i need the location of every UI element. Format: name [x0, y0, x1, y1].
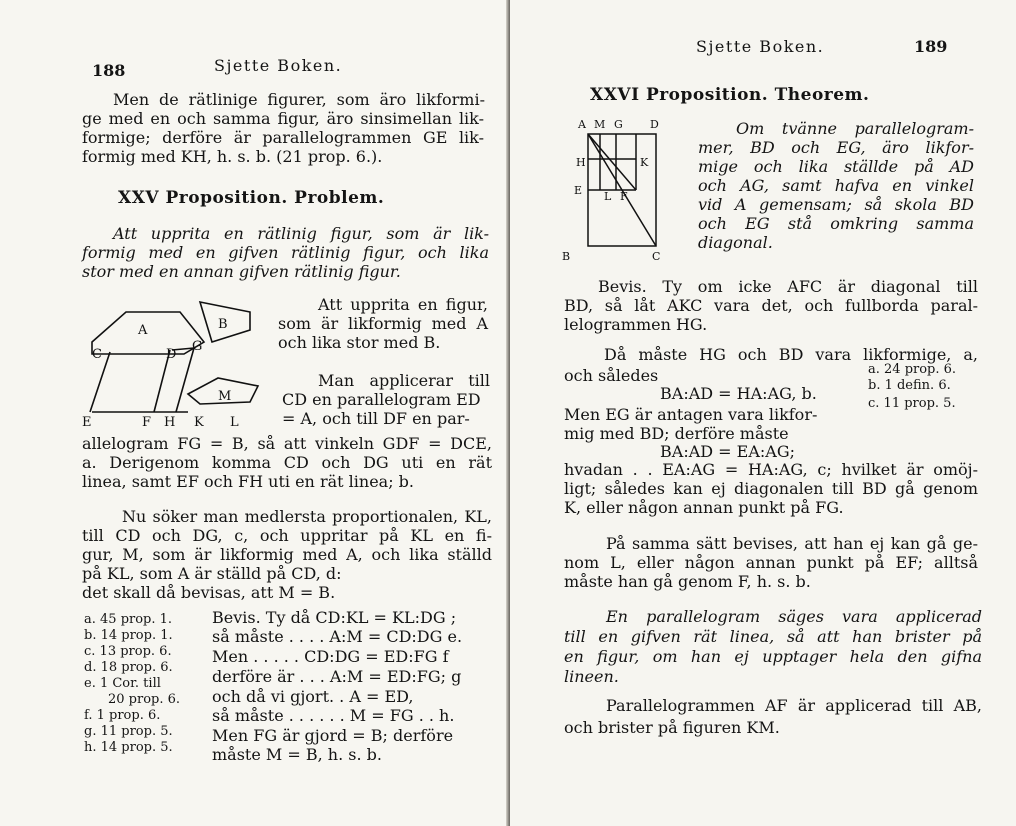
- proof-line: BA:AD = EA:AG;: [660, 442, 796, 461]
- margin-ref: c. 13 prop. 6.: [84, 644, 172, 659]
- fig-label: M: [594, 118, 606, 131]
- margin-ref: g. 11 prop. 5.: [84, 724, 173, 739]
- text-line: på KL, som A är ställd på CD, d:: [82, 564, 342, 583]
- proof-line: och således: [564, 366, 659, 385]
- fig-label: G: [614, 118, 623, 131]
- text-line: Parallelogrammen AF är applicerad till AB,: [606, 696, 982, 715]
- definition-line: till en gifven rät linea, så att han brister på: [564, 627, 982, 646]
- statement-line: diagonal.: [698, 233, 773, 252]
- fig-label: A: [138, 323, 148, 338]
- fig-label: D: [166, 347, 177, 362]
- proof-line: måste M = B, h. s. b.: [212, 745, 382, 764]
- text-line: och brister på figuren KM.: [564, 718, 780, 737]
- proof-line: På samma sätt bevises, att han ej kan gå ge-: [606, 534, 978, 553]
- statement-line: och EG stå omkring samma: [698, 214, 974, 233]
- statement-line: och AG, samt hafva en vinkel: [698, 176, 974, 195]
- fig-label: D: [650, 118, 659, 131]
- definition-line: en figur, om han ej upptager hela den gifna: [564, 647, 982, 666]
- proof-line: hvadan . . EA:AG = HA:AG, c; hvilket är omöj-: [564, 460, 978, 479]
- proof-line: Då måste HG och BD vara likformige, a,: [604, 345, 978, 364]
- proof-line: måste han gå genom F, h. s. b.: [564, 572, 811, 591]
- statement-line: mige och lika ställde på AD: [698, 157, 974, 176]
- proof-line: Men . . . . . CD:DG = ED:FG f: [212, 647, 449, 666]
- text-line: linea, samt EF och FH uti en rät linea; b.: [82, 472, 414, 491]
- text-line: ge med en och samma figur, äro sinsimellan lik-: [82, 109, 484, 128]
- margin-ref: e. 1 Cor. till: [84, 676, 161, 691]
- proof-line: nom L, eller någon annan punkt på EF; alltså: [564, 553, 978, 572]
- proof-line: BA:AD = HA:AG, b.: [660, 384, 817, 403]
- proof-line: och då vi gjort. . A = ED,: [212, 687, 414, 706]
- right-page: [510, 0, 1016, 826]
- margin-ref: c. 11 prop. 5.: [868, 396, 956, 411]
- margin-ref: h. 14 prop. 5.: [84, 740, 173, 755]
- text-line: till CD och DG, c, och uppritar på KL en fi-: [82, 526, 492, 545]
- fig-label: F: [620, 190, 628, 203]
- fig-label: E: [574, 184, 583, 197]
- proof-line: Men EG är antagen vara likfor-: [564, 405, 818, 424]
- fig-label: K: [194, 415, 204, 430]
- proof-line: derföre är . . . A:M = ED:FG; g: [212, 667, 462, 686]
- proof-line: ligt; således kan ej diagonalen till BD gå genom: [564, 479, 978, 498]
- figure-text-line: Att upprita en figur,: [318, 295, 488, 314]
- fig-label: B: [218, 317, 228, 332]
- statement-line: Att upprita en rätlinig figur, som är lik-: [113, 224, 489, 243]
- fig-label: C: [92, 347, 102, 362]
- figure-text-line: som är likformig med A: [278, 314, 488, 333]
- margin-ref: a. 45 prop. 1.: [84, 612, 173, 627]
- fig-label: E: [82, 415, 92, 430]
- proof-line: så måste . . . . A:M = CD:DG e.: [212, 627, 463, 646]
- text-line: Men de rätlinige figurer, som äro likformi-: [113, 90, 485, 109]
- figure-text-line: Man applicerar till: [318, 371, 490, 390]
- statement-line: formig med en gifven rätlinig figur, och lika: [82, 243, 489, 262]
- proof-line: lelogrammen HG.: [564, 315, 708, 334]
- definition-line: lineen.: [564, 667, 619, 686]
- proof-line: K, eller någon annan punkt på FG.: [564, 498, 844, 517]
- margin-ref: a. 24 prop. 6.: [868, 362, 957, 377]
- statement-line: Om tvänne parallelogram-: [736, 119, 974, 138]
- text-line: a. Derigenom komma CD och DG uti en rät: [82, 453, 492, 472]
- margin-ref: b. 1 defin. 6.: [868, 378, 951, 393]
- fig-label: H: [164, 415, 176, 430]
- page-number: 189: [914, 37, 948, 56]
- text-line: formige; derföre är parallelogrammen GE lik-: [82, 128, 484, 147]
- statement-line: vid A gemensam; så skola BD: [698, 195, 974, 214]
- section-heading: XXVI Proposition. Theorem.: [590, 85, 870, 105]
- proof-line: så måste . . . . . . M = FG . . h.: [212, 706, 455, 725]
- figure-text-line: = A, och till DF en par-: [282, 409, 470, 428]
- figure-text-line: CD en parallelogram ED: [282, 390, 481, 409]
- fig-label: K: [640, 156, 649, 169]
- fig-label: L: [230, 415, 239, 430]
- text-line: Nu söker man medlersta proportionalen, KL,: [122, 507, 492, 526]
- margin-ref: b. 14 prop. 1.: [84, 628, 173, 643]
- fig-label: F: [142, 415, 152, 430]
- fig-label: L: [604, 190, 612, 203]
- proof-line: mig med BD; derföre måste: [564, 424, 789, 443]
- text-line: gur, M, som är likformig med A, och lika ställd: [82, 545, 492, 564]
- section-heading: XXV Proposition. Problem.: [118, 188, 385, 208]
- margin-ref: 20 prop. 6.: [108, 692, 181, 707]
- text-line: det skall då bevisas, att M = B.: [82, 583, 336, 602]
- proof-line: BD, så låt AKC vara det, och fullborda paral-: [564, 296, 978, 315]
- fig-label: C: [652, 250, 661, 263]
- proof-line: Bevis. Ty då CD:KL = KL:DG ;: [212, 608, 457, 627]
- figure-text-line: och lika stor med B.: [278, 333, 441, 352]
- figure-polygon-a: [92, 312, 204, 354]
- proof-line: Bevis. Ty om icke AFC är diagonal till: [598, 277, 978, 296]
- fig-label: H: [576, 156, 586, 169]
- statement-line: mer, BD och EG, äro likfor-: [698, 138, 974, 157]
- running-head: Sjette Boken.: [696, 37, 825, 56]
- page-number: 188: [92, 61, 126, 80]
- text-line: formig med KH, h. s. b. (21 prop. 6.).: [82, 147, 383, 166]
- margin-ref: d. 18 prop. 6.: [84, 660, 173, 675]
- running-head: Sjette Boken.: [214, 56, 343, 75]
- margin-ref: f. 1 prop. 6.: [84, 708, 161, 723]
- text-line: allelogram FG = B, så att vinkeln GDF = DCE,: [82, 434, 492, 453]
- fig-label: B: [562, 250, 571, 263]
- fig-label: G: [192, 339, 203, 354]
- fig-label: M: [218, 389, 232, 404]
- figure-problem-25: [80, 290, 300, 430]
- definition-line: En parallelogram säges vara applicerad: [606, 607, 982, 626]
- proof-line: Men FG är gjord = B; derföre: [212, 726, 454, 745]
- fig-label: A: [578, 118, 586, 131]
- figure-theorem-26: [560, 114, 690, 264]
- statement-line: stor med en annan gifven rätlinig figur.: [82, 262, 401, 281]
